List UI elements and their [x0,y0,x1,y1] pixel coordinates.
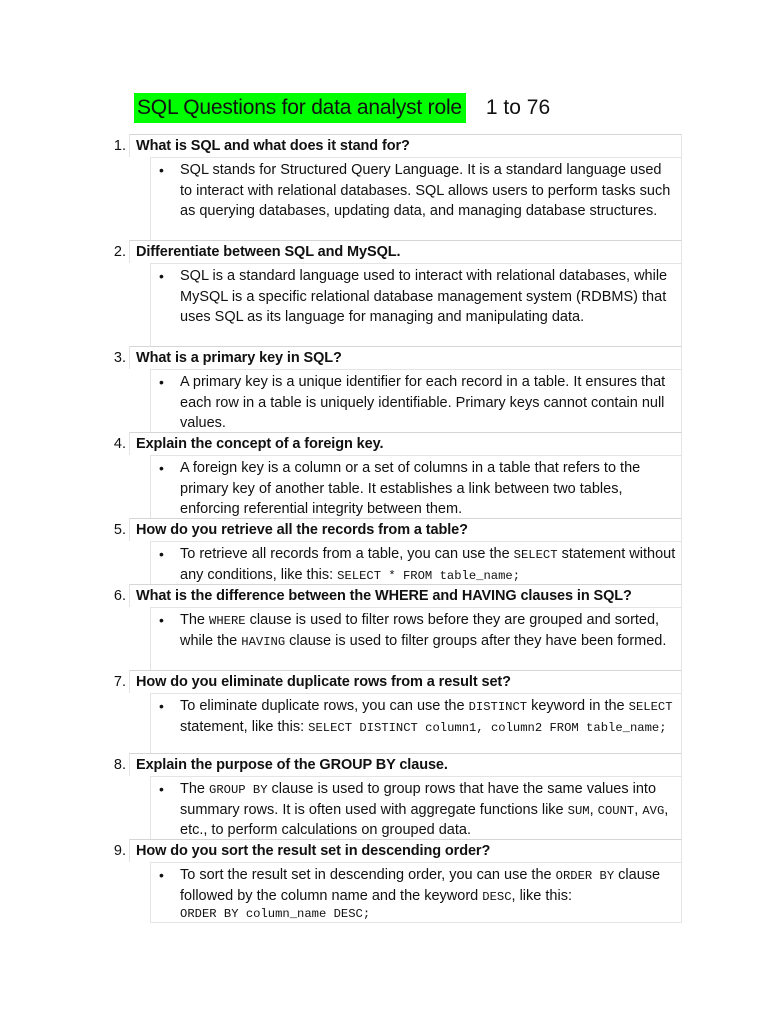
answer-text-part: , like this: [511,887,572,904]
question-number: 2. [113,244,126,260]
answer-text: SQL stands for Structured Query Language. It is a standard language used to interact with relational databases. SQL allows users to perform tasks such as querying databases, updating data, and managing database structures. [180,162,671,220]
question-number: 9. [113,843,126,859]
question-text: Explain the concept of a foreign key. [136,436,384,452]
question-7 [113,670,682,693]
question-number: 5. [113,522,126,538]
question-number: 4. [113,436,126,452]
code-snippet: DISTINCT [468,700,528,714]
answer-6 [150,607,682,670]
question-4 [113,432,682,455]
question-number: 3. [113,350,126,366]
answer-text-part: The [180,781,210,797]
question-range: 1 to 76 [485,96,551,119]
question-3 [113,346,682,369]
question-text: What is SQL and what does it stand for? [136,138,410,154]
bullet-icon: • [159,460,164,476]
code-snippet: COUNT [597,803,635,818]
question-5 [113,518,682,541]
bullet-icon: • [159,268,164,284]
code-snippet: SUM [567,803,590,818]
question-6 [113,584,682,607]
bullet-icon: • [159,374,164,390]
bullet-icon: • [159,698,164,714]
answer-text-part: To sort the result set in descending order, you can use the [180,867,556,883]
question-9 [113,839,682,862]
code-snippet: ORDER BY column_name DESC; [180,907,371,922]
question-text: Differentiate between SQL and MySQL. [136,244,401,260]
bullet-icon: • [159,867,164,883]
document-title [134,92,550,124]
answer-text-part: keyword in the [527,698,629,714]
answer-text-part: To retrieve all records from a table, you can use the [180,546,514,562]
code-snippet: DESC [482,889,512,904]
code-snippet: WHERE [209,614,246,628]
answer-text-part: statement without any conditions, like this: [180,546,676,583]
question-text: How do you retrieve all the records from a table? [136,522,468,538]
question-8 [113,753,682,776]
code-snippet: SELECT [628,700,673,714]
question-number: 8. [113,757,126,773]
bullet-icon: • [159,612,164,628]
bullet-icon: • [159,781,164,797]
highlighted-title: SQL Questions for data analyst role [134,93,466,123]
answer-text-part: , etc., to perform calculations on grouped data. [180,801,669,839]
answer-text-part: To eliminate duplicate rows, you can use the [180,698,469,714]
answer-text-part: clause followed by the column name and the keyword [180,867,661,904]
answer-5 [150,541,682,584]
question-text: Explain the purpose of the GROUP BY clause. [136,757,448,773]
answer-text-part: , [634,801,643,818]
question-2 [113,240,682,263]
answer-2 [150,263,682,346]
question-text: What is the difference between the WHERE and HAVING clauses in SQL? [136,588,632,604]
answer-text: SQL is a standard language used to interact with relational databases, while MySQL is a specific relational database management system (RDBMS) that uses SQL as its language for managing and manipulating data. [180,268,668,326]
question-1 [113,134,682,157]
code-snippet: SELECT DISTINCT column1, column2 FROM table_name; [308,720,667,735]
question-number: 7. [113,674,126,690]
code-snippet: GROUP BY [209,783,268,797]
code-snippet: AVG [642,803,665,818]
answer-7 [150,693,682,753]
answer-8 [150,776,682,839]
question-list [108,134,682,923]
code-snippet: ORDER BY [555,869,615,883]
answer-text: A primary key is a unique identifier for each record in a table. It ensures that each row in a table is uniquely identifiable. Primary keys cannot contain null values. [180,374,666,432]
answer-text-part: clause is used to filter groups after they have been formed. [285,632,667,649]
answer-1 [150,157,682,240]
answer-9 [150,862,682,923]
question-number: 6. [113,588,126,604]
question-text: How do you sort the result set in descending order? [136,843,491,859]
answer-3 [150,369,682,432]
answer-text-part: statement, like this: [180,718,309,735]
code-snippet: SELECT * FROM table_name; [337,568,521,583]
code-snippet: HAVING [241,634,286,649]
answer-4 [150,455,682,518]
bullet-icon: • [159,546,164,562]
answer-text-part: , [589,801,598,818]
question-number: 1. [113,138,126,154]
answer-text-part: clause is used to group rows that have the same values into summary rows. It is often used with aggregate functions like [180,781,657,818]
answer-text-part: The [180,612,210,628]
answer-text-part: clause is used to filter rows before they are grouped and sorted, while the [180,612,660,649]
answer-text: A foreign key is a column or a set of columns in a table that refers to the primary key of another table. It establishes a link between two tables, enforcing referential integrity between them. [180,460,641,518]
question-text: How do you eliminate duplicate rows from a result set? [136,674,511,690]
question-text: What is a primary key in SQL? [136,350,342,366]
code-snippet: SELECT [513,548,558,562]
bullet-icon: • [159,162,164,178]
